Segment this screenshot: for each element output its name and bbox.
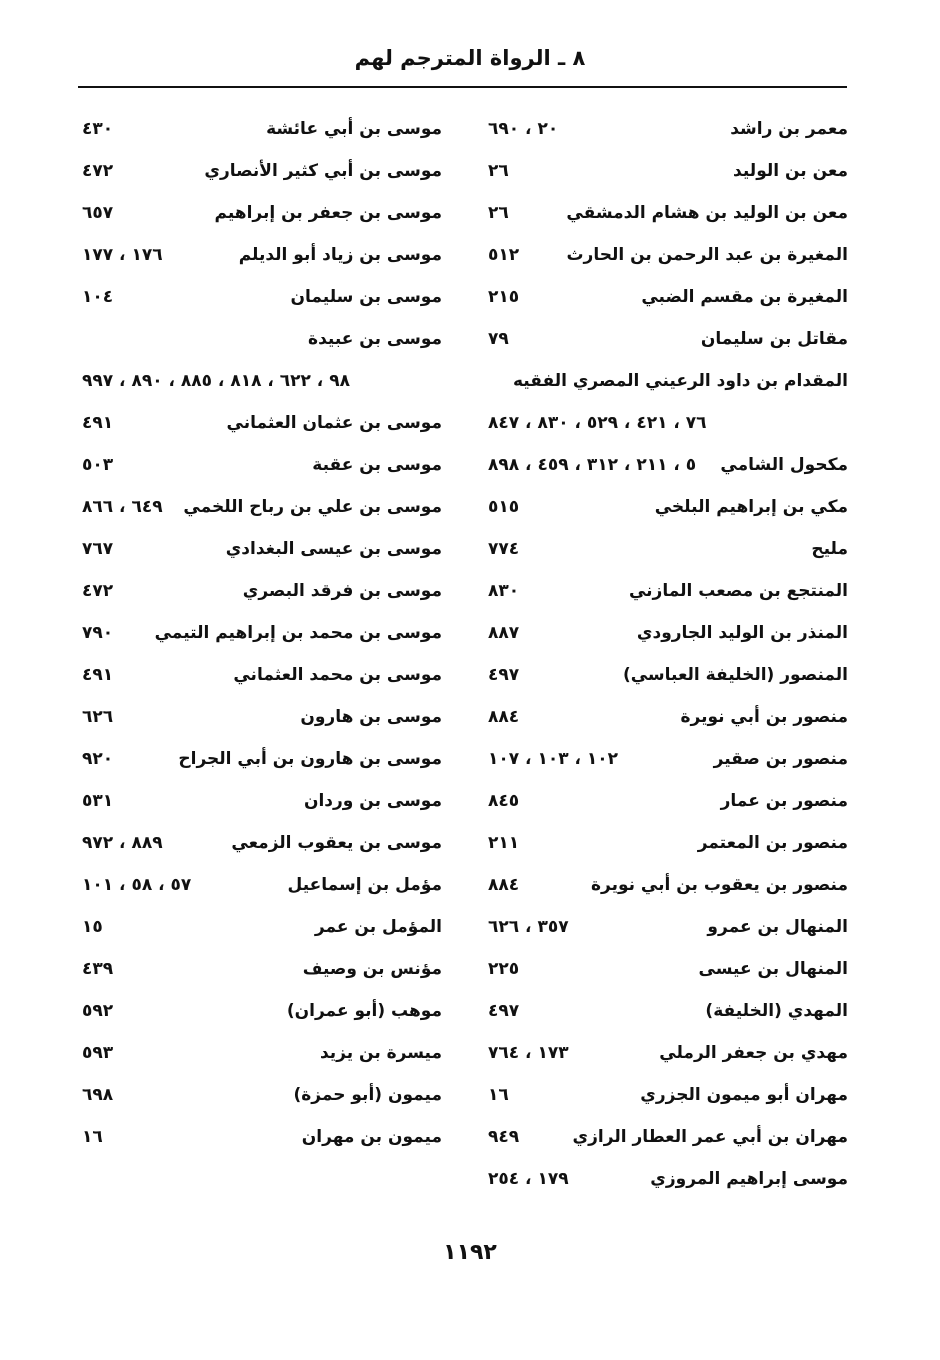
narrator-name: موسى بن زياد أبو الديلم (238, 245, 442, 265)
index-entry (488, 948, 848, 990)
index-entry (488, 906, 848, 948)
index-entry (488, 234, 848, 276)
narrator-name: موسى بن فرقد البصري (242, 581, 442, 601)
page-refs: ٤٧٢ (82, 581, 114, 601)
narrator-name: المنتجع بن مصعب المازني (628, 581, 848, 601)
index-entry (488, 822, 848, 864)
index-entry (82, 948, 442, 990)
narrator-name: ميسرة بن يزيد (319, 1043, 442, 1063)
narrator-name: موسى بن محمد بن إبراهيم التيمي (154, 623, 442, 643)
index-entry (82, 906, 442, 948)
page-refs: ٤٩١ (82, 413, 114, 433)
index-entry (488, 192, 848, 234)
index-entry (82, 822, 442, 864)
narrator-name: مؤنس بن وصيف (302, 959, 442, 979)
narrator-name: ميمون بن مهران (301, 1127, 442, 1147)
narrator-name: المؤمل بن عمر (314, 917, 442, 937)
narrator-name: منصور بن صقير (713, 749, 848, 769)
index-entry (82, 612, 442, 654)
page-refs: ٢١١ (488, 833, 520, 853)
narrator-name: موسى بن هارون (300, 707, 442, 727)
page-refs: ٤٣٩ (82, 959, 114, 979)
page-refs: ٧٦٧ (82, 539, 114, 559)
page-refs: ٦٩٨ (82, 1085, 114, 1105)
page-refs: ٨٨٩ ، ٩٧٢ (82, 833, 163, 853)
index-entry (488, 570, 848, 612)
page-refs: ١٧٦ ، ١٧٧ (82, 245, 163, 265)
page-refs: ١٦ (82, 1127, 103, 1147)
narrator-name: المغيرة بن عبد الرحمن بن الحارث (566, 245, 848, 265)
page-refs: ٤٩١ (82, 665, 114, 685)
narrator-name: منصور بن يعقوب بن أبي نويرة (590, 875, 848, 895)
page-refs: ٩٢٠ (82, 749, 114, 769)
page-refs: ٦٢٦ (82, 707, 114, 727)
page-number: ١١٩٢ (443, 1240, 497, 1265)
index-entry (82, 192, 442, 234)
index-entry (82, 444, 442, 486)
narrator-name: موهب (أبو عمران) (286, 1001, 442, 1021)
narrator-name: منصور بن عمار (720, 791, 848, 811)
narrator-name: منصور بن أبي نويرة (680, 707, 848, 727)
page-refs: ٥٣١ (82, 791, 114, 811)
page-refs: ٨٨٤ (488, 707, 520, 727)
page-refs: ٢١٥ (488, 287, 520, 307)
narrator-name: منصور بن المعتمر (697, 833, 848, 853)
index-entry (488, 528, 848, 570)
page-refs: ٢٦ (488, 161, 509, 181)
narrator-name: مهران أبو ميمون الجزري (640, 1085, 848, 1105)
page-refs: ٤٣٠ (82, 119, 114, 139)
page-refs: ١٥ (82, 917, 103, 937)
index-entry (488, 1116, 848, 1158)
left-column (82, 108, 442, 1158)
page-refs: ٥٩٣ (82, 1043, 114, 1063)
page-refs: ١٧٩ ، ٢٥٤ (488, 1169, 569, 1189)
index-entry (488, 990, 848, 1032)
narrator-name: المغيرة بن مقسم الضبي (641, 287, 848, 307)
page-refs: ٥٩٢ (82, 1001, 114, 1021)
narrator-name: موسى بن محمد العثماني (233, 665, 442, 685)
index-entry (488, 1074, 848, 1116)
narrator-name: موسى بن عيسى البغدادي (225, 539, 442, 559)
index-entry (82, 234, 442, 276)
narrator-name: موسى إبراهيم المروزي (650, 1169, 848, 1189)
index-entry (82, 738, 442, 780)
index-entry (82, 276, 442, 318)
page-refs: ٩٨ ، ٦٢٢ ، ٨١٨ ، ٨٨٥ ، ٨٩٠ ، ٩٩٧ (82, 371, 350, 391)
page-refs: ٢٢٥ (488, 959, 520, 979)
narrator-name: معن بن الوليد (733, 161, 848, 181)
index-entry (82, 864, 442, 906)
narrator-name: المقدام بن داود الرعيني المصري الفقيه (513, 371, 848, 391)
index-entry (488, 864, 848, 906)
index-entry (488, 738, 848, 780)
index-entry (82, 486, 442, 528)
page-refs: ٣٥٧ ، ٦٢٦ (488, 917, 569, 937)
page-refs: ١٠٤ (82, 287, 114, 307)
page-refs: ٧٩٠ (82, 623, 114, 643)
index-entry (82, 318, 442, 402)
narrator-name: موسى بن عقبة (312, 455, 442, 475)
page-refs: ٢٦ (488, 203, 509, 223)
page-refs: ٧٦ ، ٤٢١ ، ٥٢٩ ، ٨٣٠ ، ٨٤٧ (488, 413, 707, 433)
page-refs: ٩٤٩ (488, 1127, 520, 1147)
narrator-name: مكي بن إبراهيم البلخي (654, 497, 848, 517)
narrator-name: مقاتل بن سليمان (700, 329, 848, 349)
page-refs: ٨٨٤ (488, 875, 520, 895)
narrator-name: موسى بن يعقوب الزمعي (231, 833, 442, 853)
index-entry (488, 360, 848, 444)
page-refs: ٨٨٧ (488, 623, 520, 643)
narrator-name: مليح (811, 539, 848, 559)
page-refs: ٦٥٧ (82, 203, 114, 223)
narrator-name: موسى بن وردان (303, 791, 442, 811)
index-entry (488, 654, 848, 696)
narrator-name: المنهال بن عمرو (707, 917, 848, 937)
page-refs: ٥٧ ، ٥٨ ، ١٠١ (82, 875, 192, 895)
index-entry (82, 150, 442, 192)
index-entry (488, 696, 848, 738)
page-refs: ١٧٣ ، ٧٦٤ (488, 1043, 569, 1063)
page-refs: ١٦ (488, 1085, 509, 1105)
index-entry (488, 108, 848, 150)
index-entry (488, 780, 848, 822)
narrator-name: المنصور (الخليفة العباسي) (622, 665, 848, 685)
narrator-name: مهران بن أبي عمر العطار الرازي (572, 1127, 848, 1147)
index-entry (82, 990, 442, 1032)
index-entry (82, 108, 442, 150)
narrator-name: مهدي بن جعفر الرملي (659, 1043, 848, 1063)
page-refs: ٥١٥ (488, 497, 520, 517)
index-entry (82, 402, 442, 444)
index-entry (488, 1158, 848, 1200)
narrator-name: موسى بن أبي كثير الأنصاري (204, 161, 442, 181)
index-entry (82, 780, 442, 822)
narrator-name: ميمون (أبو حمزة) (293, 1085, 442, 1105)
right-column (488, 108, 848, 1200)
index-entry (488, 612, 848, 654)
index-entry (82, 528, 442, 570)
page-refs: ٤٩٧ (488, 1001, 520, 1021)
narrator-name: مكحول الشامي (720, 455, 848, 475)
narrator-name: المنذر بن الوليد الجارودي (636, 623, 848, 643)
narrator-name: موسى بن عبيدة (308, 329, 442, 349)
narrator-name: معمر بن راشد (730, 119, 848, 139)
narrator-name: موسى بن سليمان (290, 287, 442, 307)
page-refs: ٨٤٥ (488, 791, 520, 811)
narrator-name: موسى بن جعفر بن إبراهيم (214, 203, 442, 223)
page-refs: ٥١٢ (488, 245, 520, 265)
page-refs: ٨٣٠ (488, 581, 520, 601)
narrator-name: المنهال بن عيسى (698, 959, 848, 979)
narrator-name: موسى بن عثمان العثماني (226, 413, 442, 433)
section-title: ٨ ـ الرواة المترجم لهم (354, 46, 586, 70)
narrator-name: موسى بن أبي عائشة (266, 119, 442, 139)
index-entry (82, 696, 442, 738)
narrator-name: مؤمل بن إسماعيل (287, 875, 442, 895)
narrator-name: موسى بن هارون بن أبي الجراح (178, 749, 442, 769)
page-refs: ٧٧٤ (488, 539, 520, 559)
page-refs: ٢٠ ، ٦٩٠ (488, 119, 559, 139)
page-refs: ٥٠٣ (82, 455, 114, 475)
narrator-name: المهدي (الخليفة) (705, 1001, 848, 1021)
index-entry (82, 1074, 442, 1116)
page-refs: ٧٩ (488, 329, 509, 349)
index-entry (488, 1032, 848, 1074)
page-refs: ٦٤٩ ، ٨٦٦ (82, 497, 163, 517)
index-entry (82, 1032, 442, 1074)
narrator-name: معن بن الوليد بن هشام الدمشقي (566, 203, 848, 223)
index-entry (82, 1116, 442, 1158)
index-entry (488, 150, 848, 192)
page-refs: ٤٧٢ (82, 161, 114, 181)
header-rule (78, 86, 847, 88)
page-refs: ٤٩٧ (488, 665, 520, 685)
index-entry (488, 318, 848, 360)
page-refs: ١٠٢ ، ١٠٣ ، ١٠٧ (488, 749, 619, 769)
index-entry (82, 654, 442, 696)
narrator-name: موسى بن علي بن رباح اللخمي (183, 497, 442, 517)
index-entry (488, 486, 848, 528)
index-entry (488, 444, 848, 486)
index-entry (82, 570, 442, 612)
index-entry (488, 276, 848, 318)
page-refs: ٥ ، ٢١١ ، ٣١٢ ، ٤٥٩ ، ٨٩٨ (488, 455, 697, 475)
